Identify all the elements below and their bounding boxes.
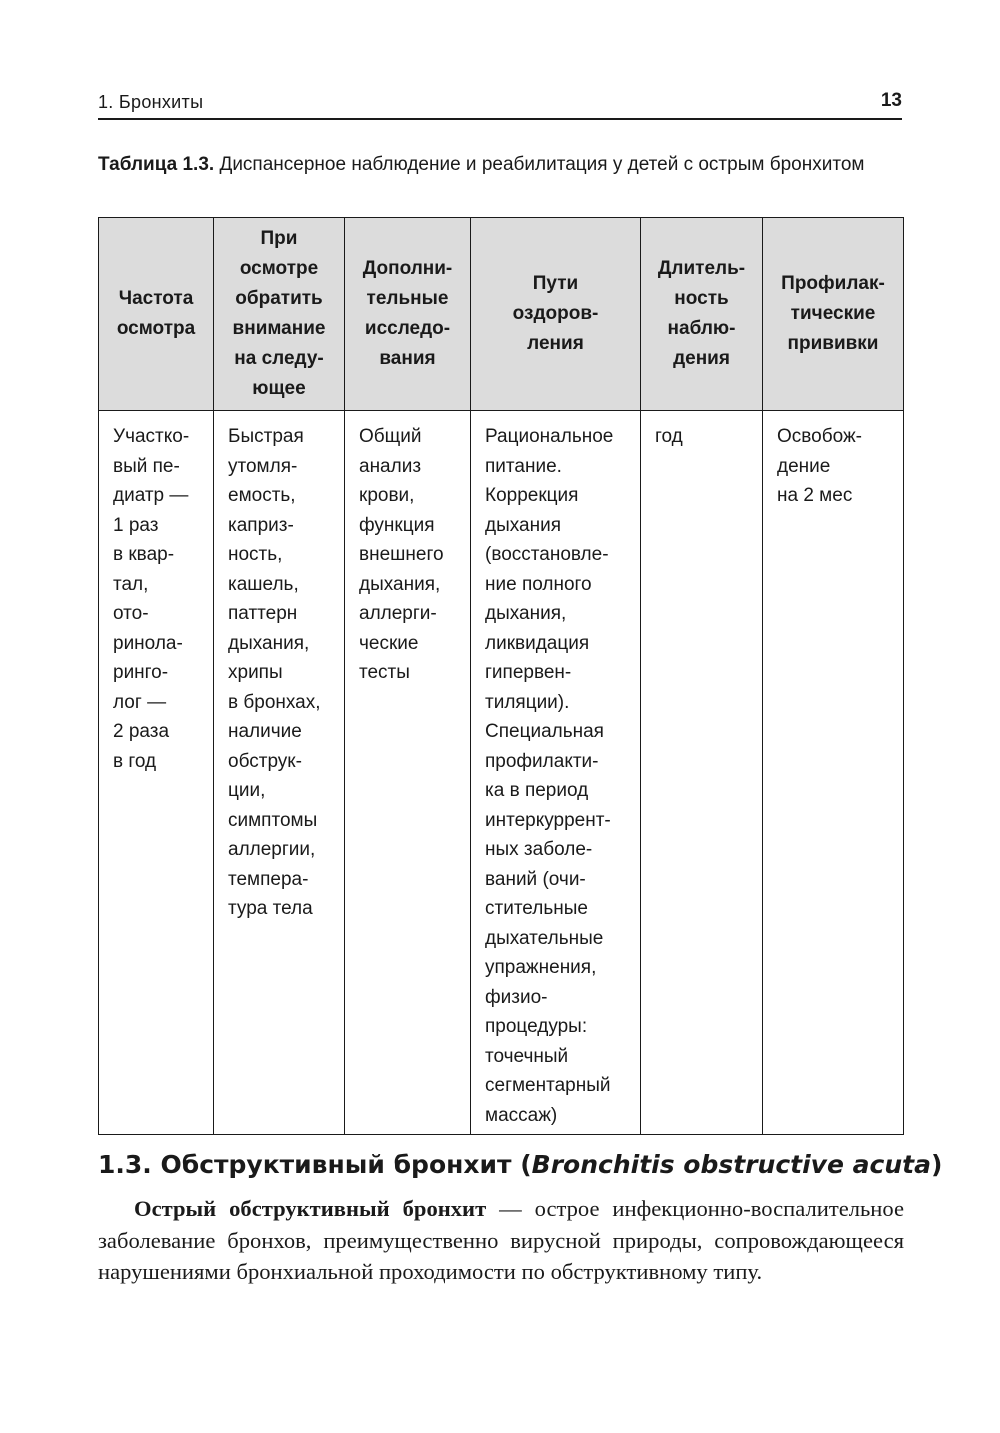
cell-extra-tests	[345, 411, 471, 1135]
cell-line: ных заболе-	[485, 839, 593, 860]
cell-line: 1 раз	[113, 514, 159, 536]
cell-line: Профилак-	[781, 273, 885, 294]
cell-line: тесты	[359, 662, 410, 683]
cell-line: тал,	[113, 573, 149, 595]
cell-line: функция	[359, 514, 435, 536]
cell-line: ческие	[359, 632, 419, 654]
cell-line: Пути	[532, 273, 579, 294]
cell-line: внимание	[232, 318, 326, 339]
cell-line: емость,	[228, 485, 296, 506]
cell-line: в год	[113, 750, 157, 772]
cell-line: тельные	[366, 288, 449, 309]
cell-line: вый пе-	[113, 455, 180, 477]
cell-line: паттерн	[228, 603, 298, 624]
cell-line: каприз-	[228, 514, 294, 536]
cell-duration	[641, 411, 763, 1135]
cell-line: ринго-	[113, 662, 169, 683]
cell-line: дыхания,	[485, 603, 567, 624]
cell-vaccination	[763, 411, 904, 1135]
cell-line: ность	[674, 288, 729, 309]
cell-line: ние полного	[485, 573, 592, 595]
cell-line: прививки	[787, 333, 879, 354]
cell-line: (восстановле-	[485, 544, 609, 565]
cell-line: ность,	[228, 544, 283, 565]
cell-line: хрипы	[228, 662, 283, 683]
table-row	[99, 411, 904, 1135]
cell-line: аллергии,	[228, 839, 316, 860]
cell-attention	[214, 411, 345, 1135]
cell-line: лог —	[113, 691, 167, 713]
chapter-title: 1. Бронхиты	[98, 92, 204, 112]
cell-line: дыхания,	[359, 573, 441, 595]
cell-line: тические	[790, 303, 876, 324]
cell-line: дение	[777, 455, 831, 477]
cell-line: ции,	[228, 780, 266, 801]
cell-line: осмотре	[239, 258, 319, 279]
cell-line: обструк-	[228, 750, 302, 772]
cell-line: процедуры:	[485, 1016, 588, 1037]
header-cell-recovery	[471, 218, 641, 411]
cell-line: ющее	[252, 378, 306, 399]
cell-line: массаж)	[485, 1104, 558, 1126]
cell-line: тиляции).	[485, 691, 570, 713]
definition-paragraph	[98, 1193, 904, 1288]
cell-line: ото-	[113, 603, 149, 624]
cell-line: Освобож-	[777, 426, 862, 447]
cell-line: Общий	[359, 426, 422, 447]
cell-line: кашель,	[228, 573, 299, 595]
cell-line: При	[260, 228, 298, 249]
table-caption	[98, 150, 902, 179]
header-cell-attention	[214, 218, 345, 411]
cell-line: наличие	[228, 721, 302, 742]
cell-line: дыхания	[485, 514, 561, 536]
header-cell-duration	[641, 218, 763, 411]
cell-line: ринола-	[113, 632, 183, 654]
cell-line: сегментарный	[485, 1075, 611, 1096]
cell-line: Длитель-	[657, 258, 746, 279]
cell-line: ка в период	[485, 780, 589, 801]
cell-line: дыхания,	[228, 632, 310, 654]
section-heading-prefix: 1.3. Обструктивный бронхит (	[98, 1150, 532, 1179]
cell-line: крови,	[359, 485, 415, 506]
cell-line: дыхательные	[485, 927, 604, 949]
cell-line: Частота	[118, 288, 194, 309]
cell-line: Рациональное	[485, 426, 614, 447]
header-cell-frequency	[99, 218, 214, 411]
cell-line: ления	[527, 333, 584, 354]
cell-line: темпера-	[228, 868, 309, 890]
table-caption-text: Диспансерное наблюдение и реабилитация у детей с острым бронхитом	[219, 154, 865, 175]
cell-line: аллерги-	[359, 603, 437, 624]
cell-line: осмотра	[116, 318, 196, 339]
cell-line: анализ	[359, 455, 422, 477]
table-caption-label: Таблица 1.3.	[98, 154, 215, 175]
cell-line: гипервен-	[485, 662, 572, 683]
cell-recovery	[471, 411, 641, 1135]
cell-line: в квар-	[113, 544, 175, 565]
cell-line: Быстрая	[228, 426, 304, 447]
cell-line: на 2 мес	[777, 485, 853, 506]
header-cell-extra-tests	[345, 218, 471, 411]
cell-line: Дополни-	[362, 258, 453, 279]
cell-frequency	[99, 411, 214, 1135]
running-head	[98, 90, 902, 120]
cell-line: 2 раза	[113, 721, 170, 742]
cell-line: точечный	[485, 1045, 569, 1067]
cell-line: интеркуррент-	[485, 809, 611, 831]
cell-line: Коррекция	[485, 485, 579, 506]
definition-text: — острое инфекционно-воспалительное заболевание бронхов, преимущественно вирусной природы, сопровождающееся нарушениями бронхиальной проходимости по обструктивному типу.	[98, 1196, 904, 1284]
cell-line: в бронхах,	[228, 691, 321, 713]
cell-line: внешнего	[359, 544, 444, 565]
section-heading-latin: Bronchitis obstructive acuta	[531, 1150, 931, 1179]
cell-line: на следу-	[234, 348, 324, 369]
dispensary-table	[98, 217, 904, 1135]
cell-line: профилакти-	[485, 750, 599, 772]
header-cell-vaccination	[763, 218, 904, 411]
cell-line: физио-	[485, 986, 548, 1008]
cell-line: Участко-	[113, 426, 190, 447]
cell-line: ликвидация	[485, 632, 590, 654]
table-header-row	[99, 218, 904, 411]
cell-line: наблю-	[667, 318, 736, 339]
cell-line: ваний (очи-	[485, 868, 586, 890]
cell-line: утомля-	[228, 455, 298, 477]
cell-line: тура тела	[228, 898, 313, 919]
cell-line: обратить	[235, 288, 323, 309]
cell-line: питание.	[485, 455, 562, 477]
cell-line: диатр —	[113, 485, 189, 506]
cell-line: симптомы	[228, 809, 318, 831]
page-number: 13	[880, 90, 902, 111]
cell-line: оздоров-	[512, 303, 599, 324]
cell-line: вания	[379, 348, 436, 369]
definition-term: Острый обструктивный бронхит	[134, 1196, 487, 1221]
section-heading-suffix: )	[930, 1150, 943, 1179]
cell-line: упражнения,	[485, 957, 597, 978]
section-heading	[98, 1150, 942, 1179]
cell-line: дения	[673, 348, 730, 369]
cell-line: стительные	[485, 898, 588, 919]
cell-line: Специальная	[485, 721, 604, 742]
cell-line: год	[655, 426, 683, 447]
cell-line: исследо-	[364, 318, 451, 339]
